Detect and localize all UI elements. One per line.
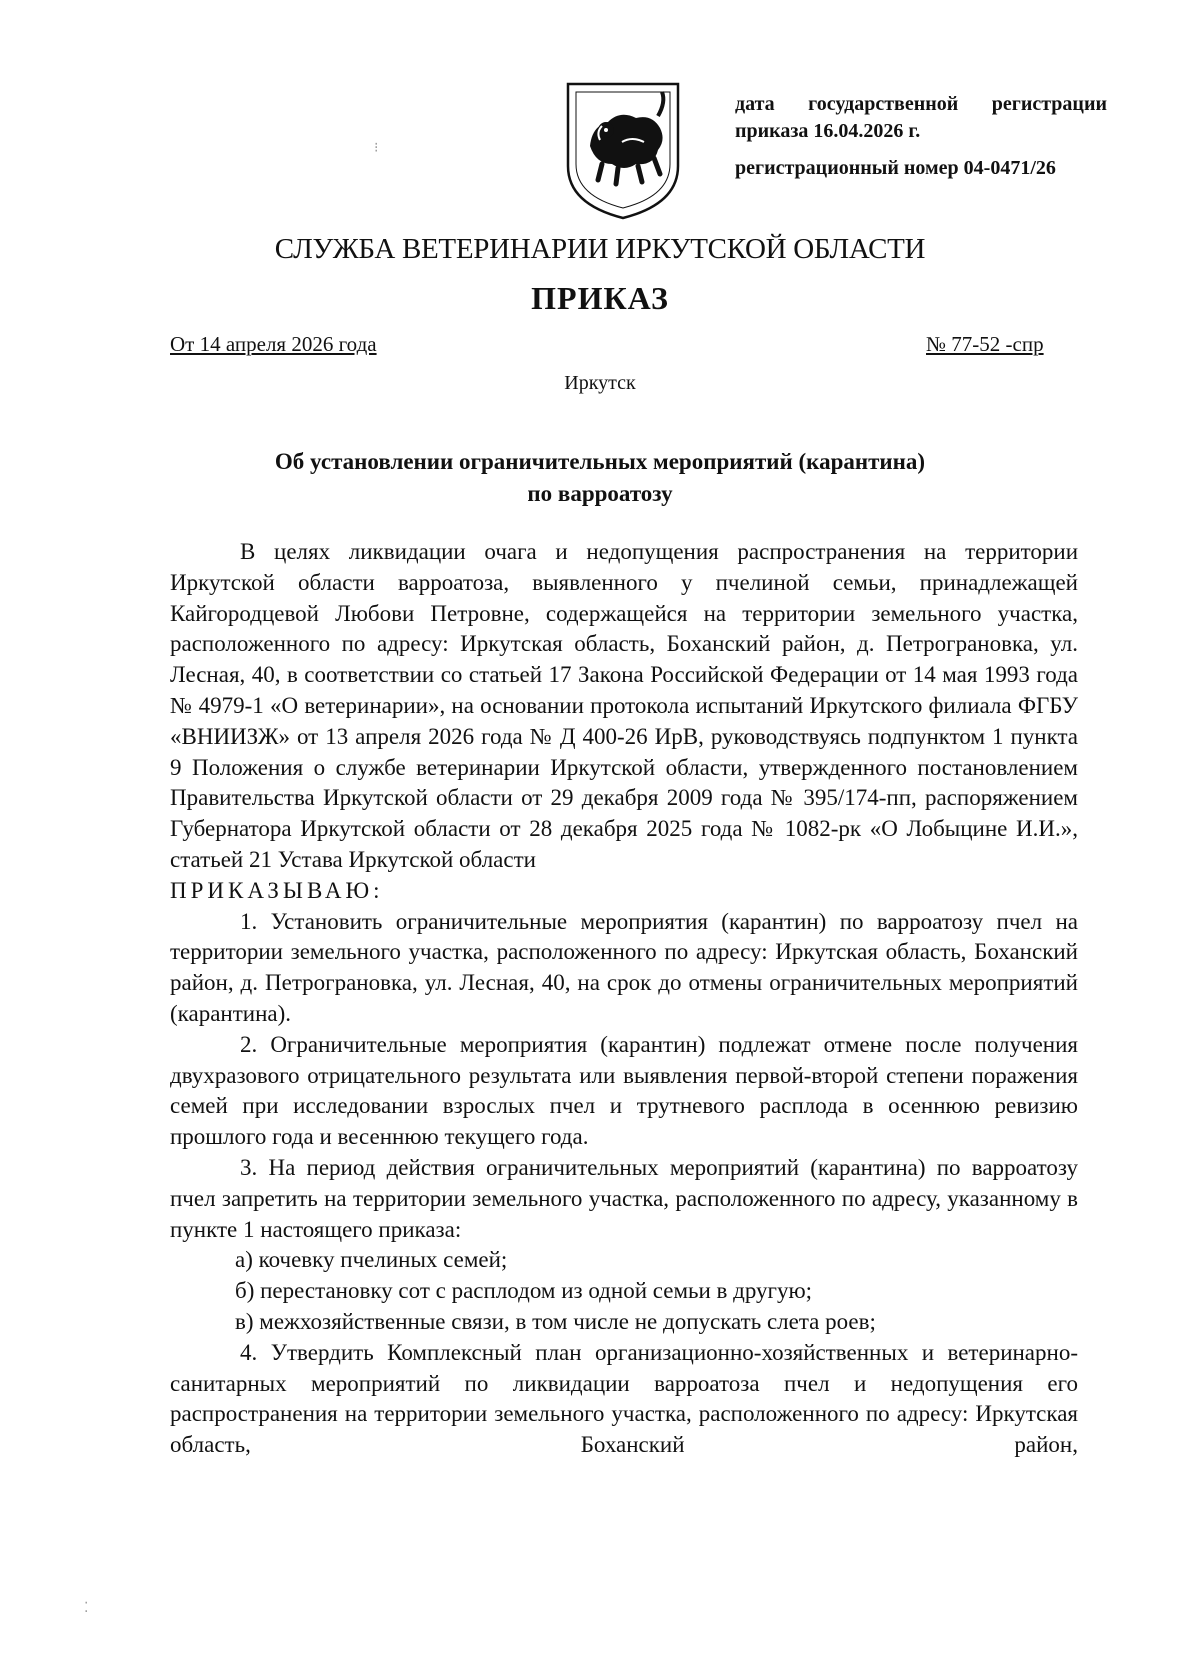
document-body	[170, 537, 1078, 1461]
order-subject	[0, 446, 1200, 510]
organization-name: СЛУЖБА ВЕТЕРИНАРИИ ИРКУТСКОЙ ОБЛАСТИ	[274, 233, 926, 265]
city: Иркутск	[564, 372, 636, 394]
order-subitem-a: а) кочевку пчелиных семей;	[235, 1247, 508, 1273]
scan-artifact: ⁝	[374, 141, 379, 156]
registration-line-2: приказа 16.04.2026 г.	[735, 120, 921, 142]
order-item-4: 4. Утвердить Комплексный план организационно-хозяйственных и ветеринарно-санитарных мероприятий по ликвидации варроатоза пчел и недопущения его распространения на территории земельного участка, расположенного по адресу: Иркутская область, Боханский район,	[170, 1339, 1078, 1458]
order-item-1: 1. Установить ограничительные мероприятия (карантин) по варроатозу пчел на территории земельного участка, расположенного по адресу: Иркутская область, Боханский район, д. Петрограновка, ул. Лесная, 40, на срок до отмены ограничительных мероприятий (карантина).	[170, 908, 1078, 1026]
order-directive: ПРИКАЗЫВАЮ:	[170, 877, 384, 903]
registration-number: регистрационный номер 04-0471/26	[735, 157, 1056, 179]
document-type-title: ПРИКАЗ	[531, 280, 669, 316]
order-number: № 77-52 -спр	[926, 332, 1044, 356]
subject-line-2: по варроатозу	[527, 481, 673, 506]
order-item-2: 2. Ограничительные мероприятия (карантин) подлежат отмене после получения двухразового отрицательного результата или выявления первой-второй степени поражения семей при исследовании взрослых пчел и трутневого расплода в осеннюю ревизию прошлого года и весеннюю текущего года.	[170, 1031, 1078, 1150]
registration-line-1: дата государственной регистрации	[735, 93, 1107, 115]
coat-of-arms-icon	[562, 80, 684, 222]
registration-stamp	[735, 91, 1107, 182]
preamble-paragraph: В целях ликвидации очага и недопущения распространения на территории Иркутской области варроатоза, выявленного у пчелиной семьи, принадлежащей Кайгородцевой Любови Петровне, содержащейся на территории земельного участка, расположенного по адресу: Иркутская область, Боханский район, д. Петрограновка, ул. Лесная, 40, в соответствии со статьей 17 Закона Российской Федерации от 14 мая 1993 года № 4979-1 «О ветеринарии», на основании протокола испытаний Иркутского филиала ФГБУ «ВНИИЗЖ» от 13 апреля 2026 года № Д 400-26 ИрВ, руководствуясь подпунктом 1 пункта 9 Положения о службе ветеринарии Иркутской области, утвержденного постановлением Правительства Иркутской области от 29 декабря 2009 года № 395/174-пп, распоряжением Губернатора Иркутской области от 28 декабря 2025 года № 1082-рк «О Лобыцине И.И.», статьей 21 Устава Иркутской области	[170, 539, 1078, 872]
order-subitem-c: в) межхозяйственные связи, в том числе не допускать слета роев;	[235, 1308, 876, 1334]
order-subitem-b: б) перестановку сот с расплодом из одной семьи в другую;	[235, 1278, 813, 1304]
order-date: От 14 апреля 2026 года	[170, 332, 377, 356]
scan-artifact: ⁚	[84, 1601, 89, 1616]
subject-line-1: Об установлении ограничительных мероприятий (карантина)	[274, 449, 926, 474]
order-item-3: 3. На период действия ограничительных мероприятий (карантина) по варроатозу пчел запретить на территории земельного участка, расположенного по адресу, указанному в пункте 1 настоящего приказа:	[170, 1154, 1078, 1242]
